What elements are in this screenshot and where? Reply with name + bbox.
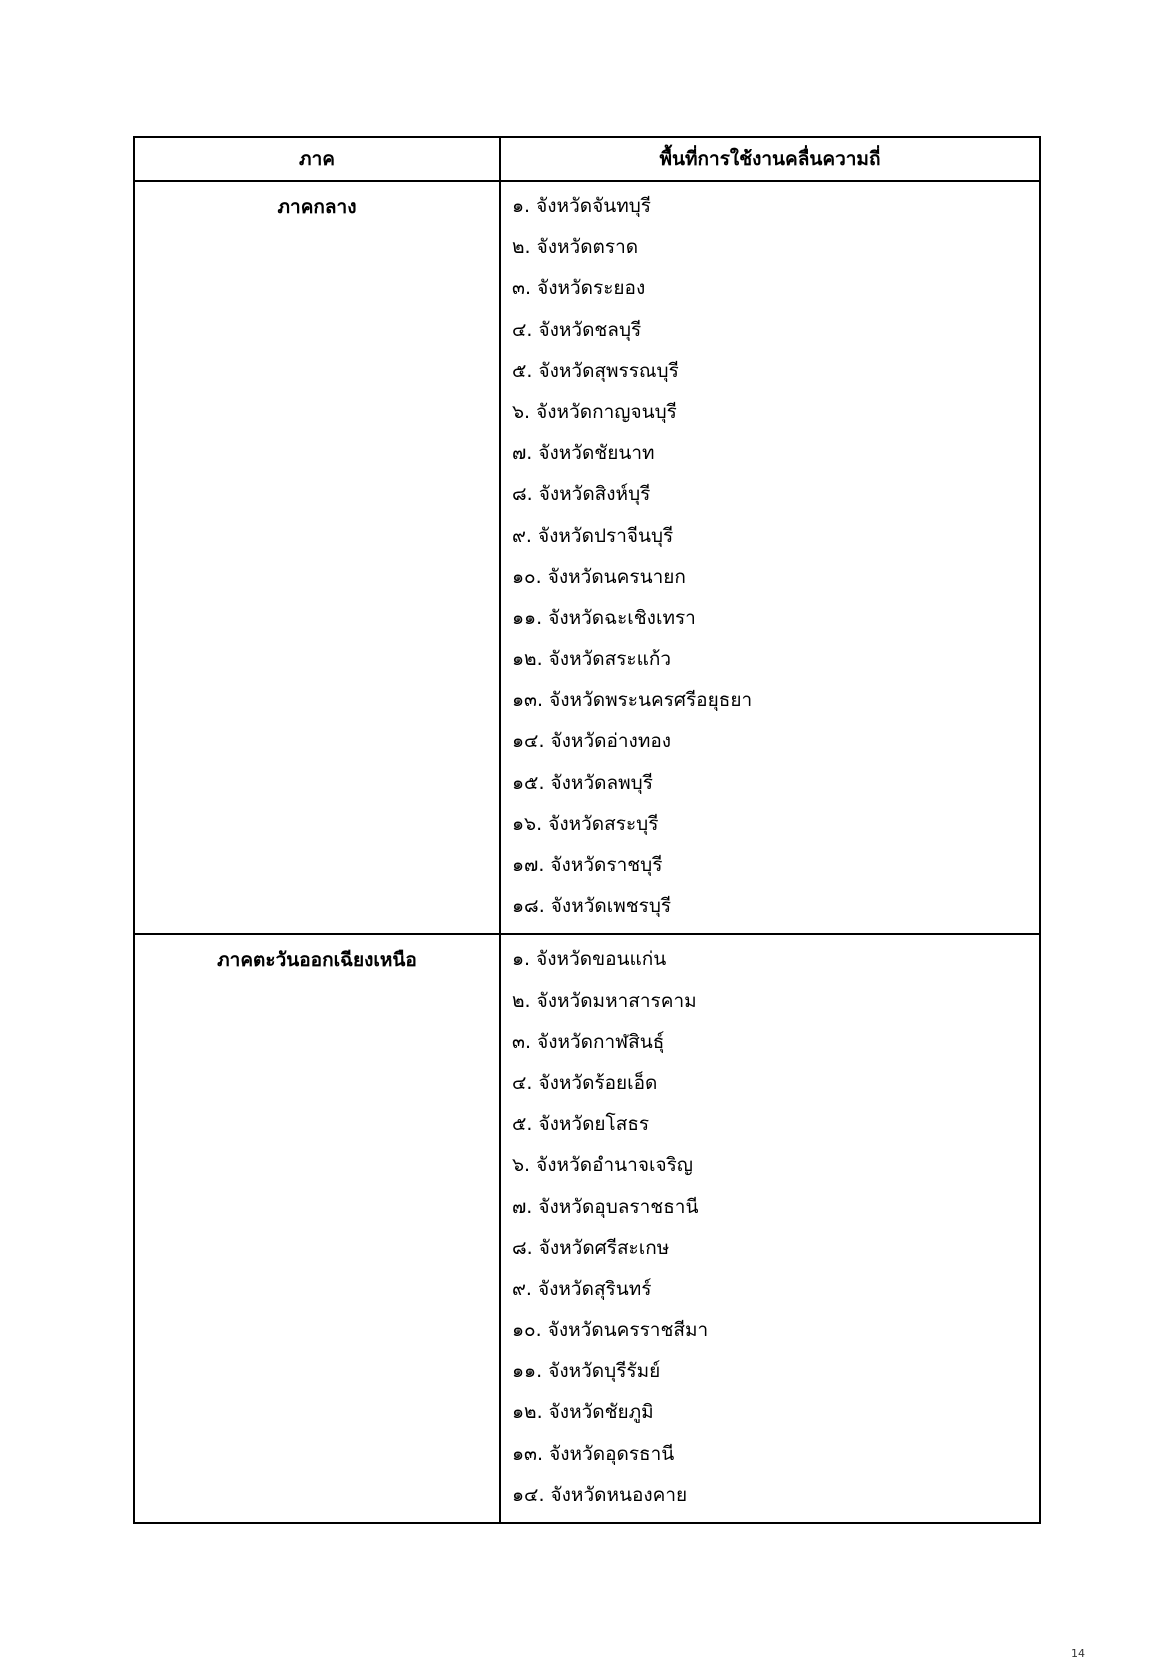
province-list — [501, 182, 1039, 933]
list-item: ๗. จังหวัดชัยนาท — [512, 442, 655, 465]
region-cell — [134, 934, 500, 1523]
list-item: ๗. จังหวัดอุบลราชธานี — [512, 1195, 699, 1218]
table-row — [134, 934, 1040, 1523]
list-item: ๕. จังหวัดยโสธร — [512, 1113, 650, 1136]
province-cell — [500, 934, 1040, 1523]
frequency-area-table — [133, 136, 1041, 1524]
list-item: ๑๓. จังหวัดอุดรธานี — [512, 1442, 675, 1465]
table-row — [134, 181, 1040, 934]
list-item: ๑๔. จังหวัดอ่างทอง — [512, 730, 672, 753]
region-name: ภาคกลาง — [277, 196, 357, 218]
list-item: ๑๐. จังหวัดนครนายก — [512, 565, 686, 588]
table-header-row — [134, 137, 1040, 181]
list-item: ๑. จังหวัดขอนแก่น — [512, 948, 667, 971]
list-item: ๒. จังหวัดตราด — [512, 236, 639, 259]
list-item: ๘. จังหวัดศรีสะเกษ — [512, 1236, 670, 1259]
list-item: ๔. จังหวัดร้อยเอ็ด — [512, 1071, 658, 1094]
list-item: ๑๘. จังหวัดเพชรบุรี — [512, 895, 672, 918]
list-item: ๓. จังหวัดกาฬสินธุ์ — [512, 1030, 665, 1053]
list-item: ๙. จังหวัดสุรินทร์ — [512, 1277, 652, 1300]
list-item: ๒. จังหวัดมหาสารคาม — [512, 989, 697, 1012]
list-item: ๑๔. จังหวัดหนองคาย — [512, 1483, 688, 1506]
region-cell — [134, 181, 500, 934]
province-list — [501, 935, 1039, 1522]
list-item: ๑๖. จังหวัดสระบุรี — [512, 812, 659, 835]
list-item: ๑๑. จังหวัดฉะเชิงเทรา — [512, 606, 696, 629]
list-item: ๑๓. จังหวัดพระนครศรีอยุธยา — [512, 689, 753, 712]
list-item: ๑๐. จังหวัดนครราชสีมา — [512, 1319, 709, 1342]
list-item: ๙. จังหวัดปราจีนบุรี — [512, 524, 674, 547]
list-item: ๑๗. จังหวัดราชบุรี — [512, 854, 663, 876]
page-number: 14 — [1071, 1647, 1085, 1660]
list-item: ๔. จังหวัดชลบุรี — [512, 318, 642, 341]
list-item: ๑. จังหวัดจันทบุรี — [512, 195, 651, 217]
header-region: ภาค — [134, 137, 500, 181]
list-item: ๖. จังหวัดอำนาจเจริญ — [512, 1154, 693, 1177]
list-item: ๘. จังหวัดสิงห์บุรี — [512, 483, 651, 506]
province-cell — [500, 181, 1040, 934]
list-item: ๑๕. จังหวัดลพบุรี — [512, 771, 653, 794]
list-item: ๑๑. จังหวัดบุรีรัมย์ — [512, 1360, 661, 1383]
list-item: ๕. จังหวัดสุพรรณบุรี — [512, 359, 679, 382]
list-item: ๑๒. จังหวัดสระแก้ว — [512, 648, 672, 671]
region-name: ภาคตะวันออกเฉียงเหนือ — [217, 949, 417, 972]
list-item: ๓. จังหวัดระยอง — [512, 277, 646, 300]
list-item: ๖. จังหวัดกาญจนบุรี — [512, 400, 677, 423]
list-item: ๑๒. จังหวัดชัยภูมิ — [512, 1401, 654, 1424]
header-area: พื้นที่การใช้งานคลื่นความถี่ — [500, 137, 1040, 181]
